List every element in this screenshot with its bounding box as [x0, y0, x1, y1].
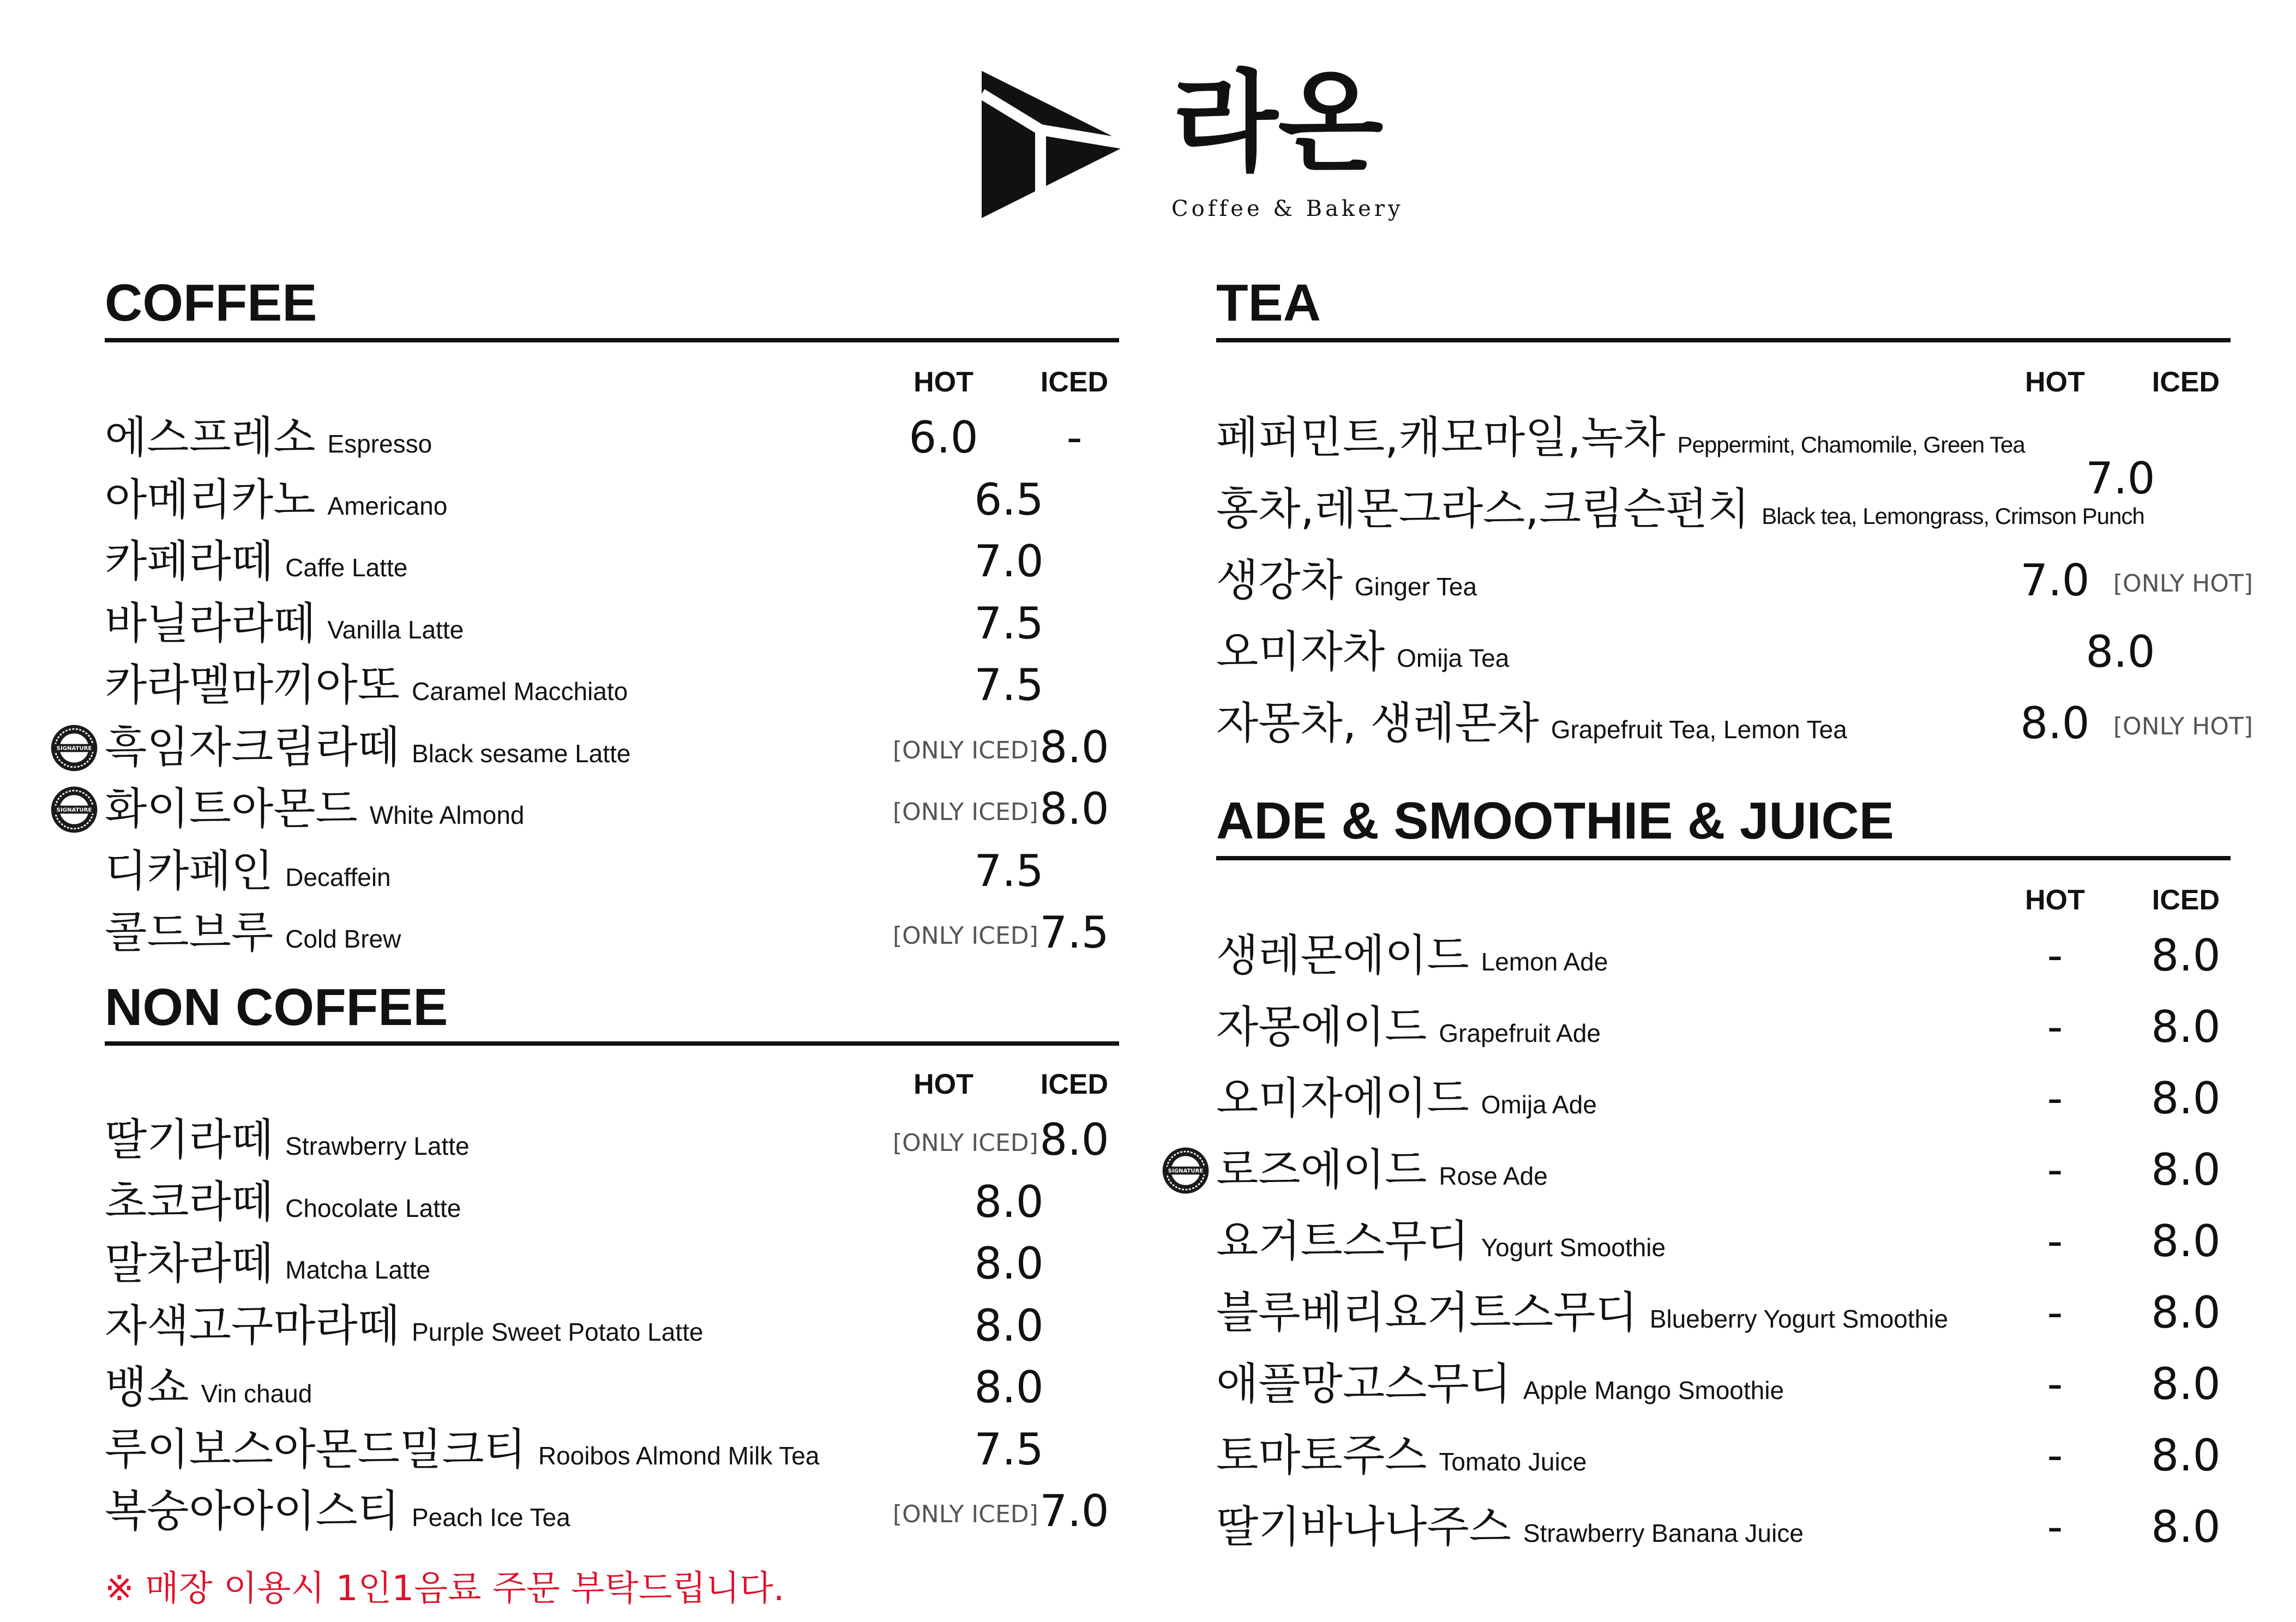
item-name-ko: 딸기라떼	[105, 1114, 274, 1165]
item-name-ko: 카라멜마끼아또	[105, 660, 400, 710]
item-name-en: Decaffein	[285, 863, 391, 891]
item-name-en: Strawberry Latte	[285, 1132, 470, 1160]
menu-item	[105, 1110, 470, 1170]
item-name-en: Strawberry Banana Juice	[1523, 1519, 1804, 1547]
item-price: 8.0	[974, 1238, 1044, 1289]
item-price-hot: -	[2047, 1287, 2063, 1338]
right-column	[1168, 0, 2253, 1622]
item-price-iced: 8.0	[2151, 1002, 2221, 1052]
header-hot: HOT	[913, 1069, 973, 1100]
item-name-ko: 복숭아아이스티	[105, 1486, 400, 1536]
item-price-hot: -	[2047, 1502, 2063, 1552]
item-name-ko: 오미자차	[1216, 626, 1385, 677]
menu-item	[1216, 479, 2144, 539]
item-price-hot: -	[2047, 1216, 2063, 1267]
item-name-ko: 콜드브루	[105, 907, 274, 958]
header-hot: HOT	[2025, 884, 2085, 916]
item-note: [ONLY ICED]	[893, 1500, 1038, 1528]
item-price-iced: 8.0	[2151, 930, 2221, 981]
item-name-en: Chocolate Latte	[285, 1193, 461, 1222]
menu-item	[105, 594, 464, 654]
brand-name: 라온	[1173, 58, 1384, 186]
item-note: [ONLY HOT]	[2113, 570, 2253, 598]
item-name-en: Apple Mango Smoothie	[1523, 1376, 1784, 1404]
menu-item	[1216, 551, 1477, 611]
item-note: [ONLY ICED]	[893, 922, 1038, 950]
item-price-iced: 8.0	[2151, 1287, 2221, 1338]
item-note: [ONLY ICED]	[893, 736, 1038, 764]
menu-item	[105, 470, 447, 530]
item-name-en: Vin chaud	[201, 1379, 312, 1408]
item-name-ko: 초코라떼	[105, 1176, 274, 1227]
item-price-iced: 8.0	[1039, 721, 1109, 773]
menu-item	[105, 1358, 312, 1418]
menu-item	[105, 841, 391, 901]
item-price-iced: 7.5	[1039, 907, 1109, 958]
menu-item	[1216, 997, 1601, 1057]
price-shared-tea: 7.0	[2085, 453, 2155, 504]
header-iced: ICED	[1040, 366, 1109, 398]
item-name-ko: 아메리카노	[105, 474, 316, 525]
menu-item	[1216, 1497, 1804, 1557]
menu-item	[105, 1420, 819, 1480]
item-price-hot: -	[2047, 930, 2063, 981]
menu-item	[105, 717, 630, 777]
item-note: [ONLY ICED]	[893, 798, 1038, 826]
section-title-coffee: COFFEE	[105, 274, 317, 332]
item-name-ko: 자몽에이드	[1216, 1002, 1427, 1052]
item-price: 7.5	[974, 845, 1044, 896]
item-price-hot: 7.0	[2020, 555, 2090, 606]
signature-badge-icon	[49, 785, 99, 835]
item-name-ko: 생레몬에이드	[1216, 930, 1469, 981]
item-name-en: White Almond	[369, 801, 525, 829]
item-price-iced: -	[1066, 412, 1083, 463]
item-name-ko: 페퍼민트,캐모마일,녹차	[1216, 412, 1666, 463]
item-price-iced: 8.0	[2151, 1502, 2221, 1552]
header-iced: ICED	[1040, 1069, 1109, 1100]
item-price: 8.0	[974, 1300, 1044, 1351]
menu-item	[105, 779, 524, 839]
signature-badge-icon	[49, 723, 99, 773]
section-title-ade: ADE & SMOOTHIE & JUICE	[1216, 792, 1894, 850]
item-name-ko: 애플망고스무디	[1216, 1359, 1511, 1409]
item-name-en: Rose Ade	[1439, 1162, 1548, 1190]
item-price-hot: -	[2047, 1002, 2063, 1052]
item-price-hot: -	[2047, 1144, 2063, 1195]
menu-item	[105, 655, 628, 715]
item-name-en: Omija Tea	[1397, 644, 1510, 672]
menu-item	[1216, 1140, 1548, 1200]
section-divider	[105, 338, 1119, 342]
item-name-en: Vanilla Latte	[327, 615, 464, 644]
item-name-ko: 흑임자크림라떼	[105, 721, 400, 773]
item-price: 8.0	[974, 1176, 1044, 1227]
item-price: 7.5	[974, 598, 1044, 649]
section-divider	[1216, 856, 2231, 860]
item-note: [ONLY HOT]	[2113, 713, 2253, 740]
menu-item	[105, 1172, 461, 1232]
item-name-ko: 오미자에이드	[1216, 1073, 1469, 1124]
item-price-hot: -	[2047, 1359, 2063, 1409]
left-column	[56, 0, 1119, 1622]
menu-item	[1216, 622, 1509, 682]
menu-item	[1216, 1283, 1948, 1343]
menu-item	[105, 532, 407, 592]
item-price-iced: 8.0	[2151, 1359, 2221, 1409]
item-price-iced: 8.0	[2151, 1430, 2221, 1481]
section-title-non-coffee: NON COFFEE	[105, 978, 448, 1036]
item-name-ko: 자몽차, 생레몬차	[1216, 698, 1539, 749]
menu-item	[105, 1296, 703, 1356]
item-name-en: Grapefruit Tea, Lemon Tea	[1550, 715, 1847, 744]
item-price: 8.0	[2085, 626, 2155, 677]
item-name-ko: 블루베리요거트스무디	[1216, 1287, 1638, 1338]
item-price-iced: 8.0	[2151, 1073, 2221, 1124]
section-title-tea: TEA	[1216, 274, 1321, 332]
item-name-ko: 카페라떼	[105, 536, 274, 587]
item-price-iced: 8.0	[2151, 1216, 2221, 1267]
item-price: 6.5	[974, 474, 1044, 525]
item-price-iced: 8.0	[1039, 1114, 1109, 1165]
section-divider	[105, 1041, 1119, 1046]
header-hot: HOT	[2025, 366, 2085, 398]
item-name-ko: 루이보스아몬드밀크티	[105, 1424, 526, 1475]
item-name-en: Omija Ade	[1481, 1090, 1597, 1119]
menu-item	[1216, 1426, 1586, 1486]
item-price: 7.5	[974, 1424, 1044, 1475]
menu-item	[1216, 1354, 1784, 1414]
signature-badge-icon	[1161, 1145, 1211, 1196]
item-price-iced: 7.0	[1039, 1486, 1109, 1536]
item-name-ko: 바닐라라떼	[105, 598, 316, 649]
item-price-iced: 8.0	[2151, 1144, 2221, 1195]
item-name-ko: 디카페인	[105, 845, 274, 896]
item-name-en: Purple Sweet Potato Latte	[411, 1317, 704, 1346]
item-name-en: Yogurt Smoothie	[1481, 1233, 1666, 1262]
item-price-hot: -	[2047, 1430, 2063, 1481]
item-price: 7.0	[974, 536, 1044, 587]
item-price-hot: 6.0	[909, 412, 978, 463]
item-name-en: Tomato Juice	[1439, 1448, 1587, 1476]
item-name-ko: 에스프레소	[105, 412, 316, 463]
item-name-en: Rooibos Almond Milk Tea	[538, 1441, 820, 1470]
item-name-en: Caramel Macchiato	[411, 677, 628, 706]
item-name-ko: 딸기바나나주스	[1216, 1502, 1511, 1552]
item-name-ko: 화이트아몬드	[105, 783, 358, 834]
item-price: 7.5	[974, 660, 1044, 710]
brand-subtitle: Coffee & Bakery	[1171, 196, 1404, 221]
menu-item	[105, 408, 432, 468]
menu-item	[1216, 694, 1847, 753]
item-name-ko: 생강차	[1216, 555, 1343, 606]
item-name-en: Caffe Latte	[285, 553, 408, 582]
menu-item	[1216, 926, 1608, 986]
item-name-en: Black sesame Latte	[411, 739, 631, 768]
item-name-en: Peppermint, Chamomile, Green Tea	[1677, 432, 2025, 457]
item-name-en: Black tea, Lemongrass, Crimson Punch	[1762, 503, 2144, 529]
menu-item	[1216, 408, 2025, 468]
header-iced: ICED	[2151, 884, 2220, 916]
item-name-ko: 토마토주스	[1216, 1430, 1427, 1481]
item-name-en: Blueberry Yogurt Smoothie	[1649, 1305, 1949, 1333]
item-name-en: Peach Ice Tea	[411, 1503, 570, 1531]
item-name-en: Americano	[327, 491, 448, 520]
menu-item	[105, 1234, 430, 1294]
item-note: [ONLY ICED]	[893, 1129, 1038, 1157]
badge-text: SIGNATURE	[1168, 1168, 1204, 1174]
item-price-iced: 8.0	[1039, 783, 1109, 834]
menu-item	[1216, 1211, 1666, 1271]
item-name-en: Ginger Tea	[1354, 572, 1477, 601]
item-name-en: Cold Brew	[285, 925, 401, 953]
item-name-en: Espresso	[327, 430, 432, 458]
item-name-ko: 로즈에이드	[1216, 1144, 1427, 1195]
item-name-en: Lemon Ade	[1481, 948, 1608, 976]
menu-item	[105, 1481, 570, 1541]
header-hot: HOT	[913, 366, 973, 398]
section-divider	[1216, 338, 2231, 342]
menu-item	[1216, 1069, 1597, 1129]
header-iced: ICED	[2151, 366, 2220, 398]
order-notice: ※ 매장 이용시 1인1음료 주문 부탁드립니다.	[105, 1569, 785, 1609]
item-name-ko: 요거트스무디	[1216, 1216, 1469, 1267]
item-name-ko: 홍차,레몬그라스,크림슨펀치	[1216, 484, 1750, 534]
badge-text: SIGNATURE	[56, 807, 92, 813]
item-price-hot: 8.0	[2020, 698, 2090, 749]
item-price: 8.0	[974, 1362, 1044, 1413]
badge-text: SIGNATURE	[56, 745, 92, 752]
item-name-ko: 말차라떼	[105, 1238, 274, 1289]
menu-item	[105, 903, 401, 963]
item-name-en: Matcha Latte	[285, 1256, 431, 1284]
item-name-ko: 자색고구마라떼	[105, 1300, 400, 1351]
item-price-hot: -	[2047, 1073, 2063, 1124]
item-name-ko: 뱅쇼	[105, 1362, 189, 1413]
item-name-en: Grapefruit Ade	[1439, 1019, 1601, 1047]
